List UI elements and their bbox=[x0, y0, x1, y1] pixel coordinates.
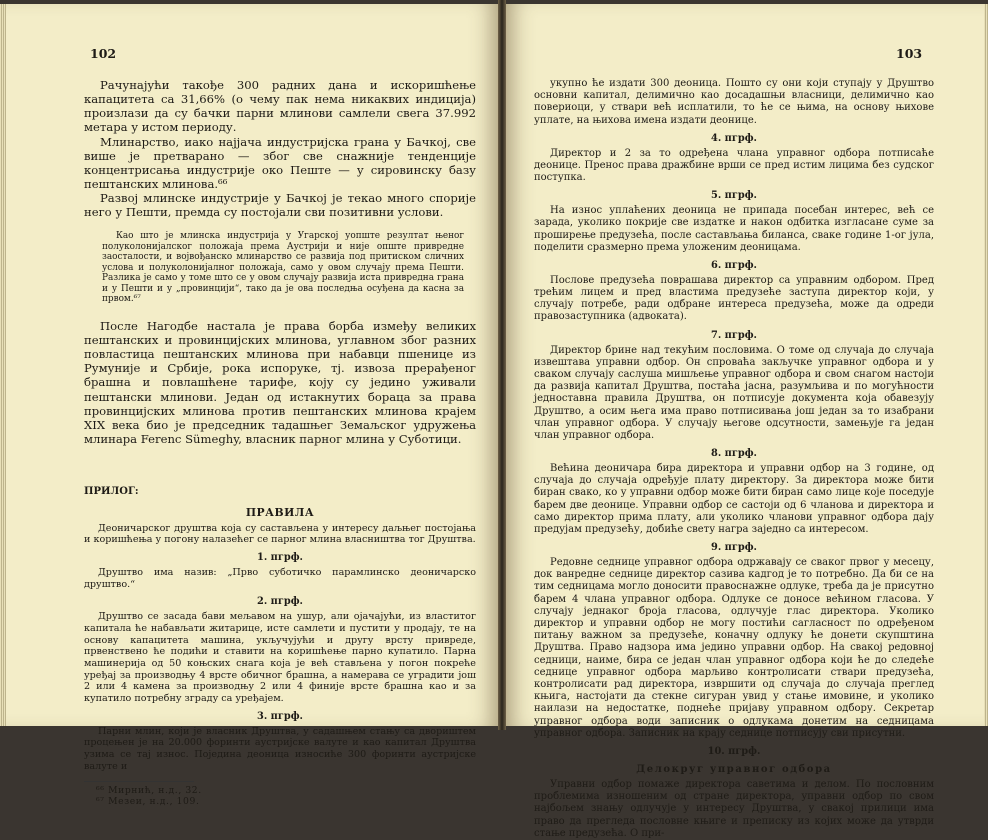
article-heading: 2. пгрф. bbox=[257, 596, 303, 608]
section-title: ПРАВИЛА bbox=[245, 506, 315, 520]
appendix-label: ПРИЛОГ: bbox=[84, 486, 139, 498]
article-heading: 8. пгрф. bbox=[711, 448, 757, 460]
article-heading: 6. пгрф. bbox=[711, 259, 757, 271]
footnote-rule bbox=[84, 781, 194, 782]
article-text: Парни млин, који је власник Друштва, у садашњем стању са двориштем процењен је на 20.000 форинти аустријске валуте и као капитал Друштва узима се тај износ. Поједина деоница износиће 300 форинти аустријске валуте и bbox=[84, 725, 476, 772]
left-page bbox=[6, 4, 498, 807]
article-text: Директор и 2 за то одређена члана управног одбора потписаће деонице. Пренос права дражбине врши се пред истим лицима без судског поступка. bbox=[534, 147, 934, 184]
article-heading: 5. пгрф. bbox=[711, 190, 757, 202]
article-heading: 9. пгрф. bbox=[711, 542, 757, 554]
article-subheading: Делокруг управног одбора bbox=[636, 763, 832, 775]
article-heading: 3. пгрф. bbox=[257, 710, 303, 722]
page-number: 102 bbox=[90, 46, 117, 61]
footnote: ⁶⁶ Мирнић, н.д., 32. bbox=[96, 784, 202, 796]
article-heading: 1. пгрф. bbox=[257, 551, 303, 563]
footnote: ⁶⁷ Мезеи, н.д., 109. bbox=[96, 795, 200, 807]
article-heading: 10. пгрф. bbox=[707, 745, 761, 757]
article-text: Директор брине над текућим пословима. О томе од случаја до случаја извештава управни одбор. Он спроваћа закључке управног одбора и у сваком случају саслуша мишљење управног одбора и свом снагом настоји да развија капитал Друштва, постаћа јасна, разумљива и по могућности једноставна правила Друштва, он потписује документа која обавезују Друштво, а осим њега има право потписивања још један за то изабрани члан управног одбора. У случају његове одсутности, замењује га један члан управног одбора. bbox=[534, 344, 934, 441]
article-heading: 4. пгрф. bbox=[711, 132, 757, 144]
article-text: На износ уплаћених деоница не припада посебан интерес, већ се зарада, уколико покрије све издатке и након одбитка изгласане суме за проширење предузећа, после састављања биланса, сваке године 1-ог јула, поделити сразмерно према уложеним деоницама. bbox=[534, 205, 934, 253]
article-heading: 7. пгрф. bbox=[711, 329, 757, 341]
article-text: Управни одбор помаже директора саветима и делом. По пословним проблемима изношеним од стране директора, управни одбор по свом најбољем знању одлучује у интересу Друштва, у свакој прилици има право да прегледа пословне књиге и преписку из којих може да утврди стање предузећа. О при- bbox=[534, 779, 934, 839]
article-text: Већина деоничара бира директора и управни одбор на 3 године, од случаја до случаја одређује плату директору. За директора може бити биран свако, ко у управни одбор може бити биран само лице које поседује барем две деонице. Управни одбор се састоји од 6 чланова и директора и само директор прима плату, али уколико чланови управног одбора дају предујам предузећу, добиће свету награ заједно са интересом. bbox=[534, 463, 934, 535]
intro-text: Деоничарског друштва која су састављена у интересу даљњег постојања и коришћења у погону налазећег се парног млина власништва тог Друштва. bbox=[84, 522, 476, 546]
block-quote: Као што је млинска индустрија у Угарској уопште резултат њеног полуколонијалског положаја према Аустрији и није општe привредне заосталости, и војвођанско млинарство се развија под притиском сличних услова и полуколонијалног положаја, само у овом случају према Пешти. Разлика је само у томе што се у овом случају развија иста привредна грана и у Пешти и у „провинцији“, тако да је ова последња осуђена да касна за првом.⁶⁷ bbox=[102, 231, 464, 305]
article-text: Друштво има назив: „Прво суботичко парамлинско деоничарско друштво.“ bbox=[84, 566, 476, 590]
right-column bbox=[534, 78, 934, 840]
paragraph: Рачунајући такође 300 радних дана и искоришћење капацитета са 31,66% (о чему пак нема никаквих индиција) произлази да су бачки парни млинови самлели свега 37.992 метара у истом периоду. bbox=[84, 78, 476, 135]
left-column bbox=[84, 78, 476, 807]
paragraph: укупно ће издати 300 деоница. Пошто су они који ступају у Друштво основни капитал, делимично као досадашњи власници, делимично као повериоци, у ствари већ исплатили, то ће се њима, на основу њихове уплате, на њихова имена издати деонице. bbox=[534, 78, 934, 126]
right-page bbox=[506, 4, 984, 839]
article-text: Редовне седнице управног одбора одржавају се сваког првог у месецу, док ванредне седнице директор сазива кадгод је то потребно. Да би се на тим седницама могло доносити правоснажне одлуке, треба да је присутно барем 4 члана управног одбора. Одлуке се доносе већином гласова. У случају једнаког броја гласова, одлучује глас директора. Уколико директор и управни одбор не могу постићи сагласност по одређеном питању важном за предузеће, коначну одлуку ће донети скупштина Друштва. Право надзора има једино управни одбор. На свакој редовној седници, наиме, бира се један члан управног одбора који ће до следеће седнице управног одбора марљиво контролисати ствари предузећа, контролисати рад директора, извршити од случаја до случаја преглед књига, настојати да стекне сигуран увид у стање имовине, и уколико наилази на недостатке, поднеће пријаву управном одбору. Секретар управног одбора води записник о одлукама донетим на седницама управног одбора. Записник на крају седнице потписују сви присутни. bbox=[534, 557, 934, 739]
page-number: 103 bbox=[896, 46, 923, 61]
book-gutter bbox=[498, 0, 506, 730]
page-edges-right bbox=[984, 4, 988, 726]
article-text: Друштво се засада бави мељавом на ушур, али ојачајући, из властитог капитала ће набављати житарице, исте самлети и пустити у продају, те на основу капацитета машина, укључујући и другу врсту привреде, првенствено ће подићи и ставити на коришћење парно купатило. Парна машинерија од 50 коњских снага која је већ стављена у погон покреће уређај за производњу 4 врсте обичног брашна, а намерава се уградити још 2 или 4 камена за производњу 2 или 4 финије врсте брашна као и за купатило потребну зграду са уређајем. bbox=[84, 611, 476, 705]
paragraph: Развој млинске индустрије у Бачкој је текао много спорије него у Пешти, премда су постојали сви позитивни услови. bbox=[84, 191, 476, 220]
article-text: Послове предузећа поврашава директор са управним одбором. Пред трећим лицем и пред властима предузеће заступа директор који, у случају потребе, ради одбране интереса предузећа, може да одреди правозаступника (адвоката). bbox=[534, 274, 934, 323]
paragraph: После Нагодбе настала је права борба између великих пештанских и провинцијских млинова, углавном због разних повластица пештанских млинова при набавци пшенице из Румуније и Србије, рока испоруке, тј. извоза прерађеног брашна и повлашћене тарифе, коју су једино уживали пештански млинови. Један од истакнутих бораца за права провинцијских млинова против пештанских млинова крајем XIX века био је председник тадашњег Земаљског удружења млинара Ferenc Sümeghy, власник парног млина у Суботици. bbox=[84, 318, 476, 447]
paragraph: Млинарство, иако најјача индустријска грана у Бачкој, све више је претварано — због све снажније тенденције концентрисања индустрије око Пеште — у сировинску базу пештанских млинова.⁶⁶ bbox=[84, 134, 476, 191]
